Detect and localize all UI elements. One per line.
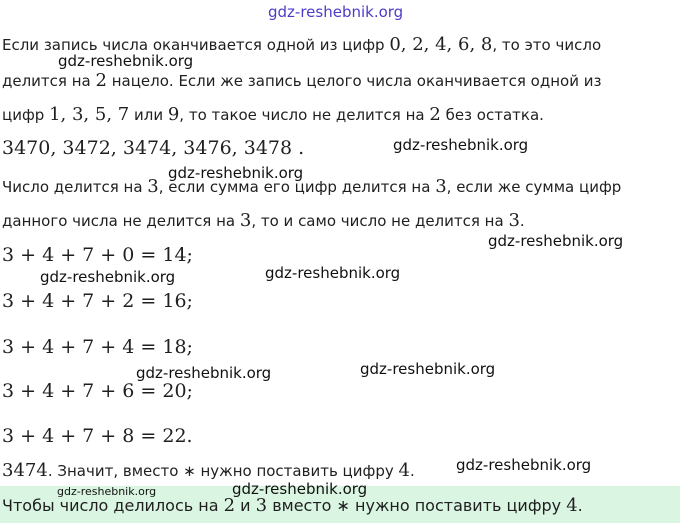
rule-three-line-1 <box>2 176 621 197</box>
text: . <box>409 462 415 480</box>
math: 3 <box>255 495 268 516</box>
rule-even-line-1 <box>2 34 601 55</box>
math: 2 <box>95 70 107 91</box>
rule-even-line-3 <box>2 104 544 125</box>
math: 3 <box>508 210 520 231</box>
digit-sum-equation: 3 + 4 + 7 + 0 = 14; <box>2 244 193 266</box>
text: Если запись числа оканчивается одной из цифр <box>2 36 390 54</box>
watermark-top: gdz-reshebnik.org <box>268 3 404 21</box>
text: , если сумма его цифр делится на <box>158 178 436 196</box>
rule-three-line-2 <box>2 210 525 231</box>
text: данного числа не делится на <box>2 212 240 230</box>
text: нацело. Если же запись целого числа оканчивается одной из <box>106 72 602 90</box>
candidate-numbers: 3470, 3472, 3474, 3476, 3478 . <box>2 137 305 159</box>
math: 4 <box>566 495 578 516</box>
text: Число делится на <box>2 178 148 196</box>
math: 3 <box>239 210 252 231</box>
math: 2 <box>429 104 441 125</box>
text: , то и само число не делится на <box>251 212 509 230</box>
watermark: gdz-reshebnik.org <box>40 268 176 286</box>
watermark: gdz-reshebnik.org <box>360 360 496 378</box>
watermark: gdz-reshebnik.org <box>265 264 401 282</box>
math: 3 <box>435 176 447 197</box>
text: или <box>129 106 168 124</box>
digit-sum-equation: 3 + 4 + 7 + 2 = 16; <box>2 290 193 312</box>
watermark: gdz-reshebnik.org <box>488 232 624 250</box>
result-line <box>2 460 415 481</box>
rule-even-line-2 <box>2 70 601 91</box>
watermark: gdz-reshebnik.org <box>456 456 592 474</box>
text: цифр <box>2 106 50 124</box>
text: . <box>577 496 583 515</box>
watermark-small: gdz-reshebnik.org <box>57 485 157 498</box>
text: , если же сумма цифр <box>446 178 622 196</box>
text: . Значит, вместо ∗ нужно поставить цифру <box>47 462 399 480</box>
digit-sum-equation: 3 + 4 + 7 + 6 = 20; <box>2 380 193 402</box>
text: , то такое число не делится на <box>179 106 430 124</box>
text: без остатка. <box>440 106 544 124</box>
digit-sum-equation: 3 + 4 + 7 + 8 = 22. <box>2 425 193 447</box>
text: . <box>519 212 525 230</box>
math: 0, 2, 4, 6, 8 <box>389 34 493 55</box>
text: и <box>235 496 256 515</box>
text: делится на <box>2 72 96 90</box>
watermark: gdz-reshebnik.org <box>136 364 272 382</box>
digit-sum-equation: 3 + 4 + 7 + 4 = 18; <box>2 336 193 358</box>
watermark: gdz-reshebnik.org <box>393 136 529 154</box>
text: вместо ∗ нужно поставить цифру <box>267 496 567 515</box>
answer-text <box>2 495 583 516</box>
watermark: gdz-reshebnik.org <box>232 480 368 498</box>
math: 3474 <box>2 460 48 481</box>
watermark: gdz-reshebnik.org <box>168 164 304 182</box>
math: 9 <box>167 104 180 125</box>
text: , то это число <box>492 36 602 54</box>
math: 2 <box>223 495 236 516</box>
math: 3 <box>147 176 159 197</box>
math: 1, 3, 5, 7 <box>49 104 130 125</box>
math: 4 <box>398 460 410 481</box>
text: Чтобы число делилось на <box>2 496 224 515</box>
watermark: gdz-reshebnik.org <box>58 52 194 70</box>
